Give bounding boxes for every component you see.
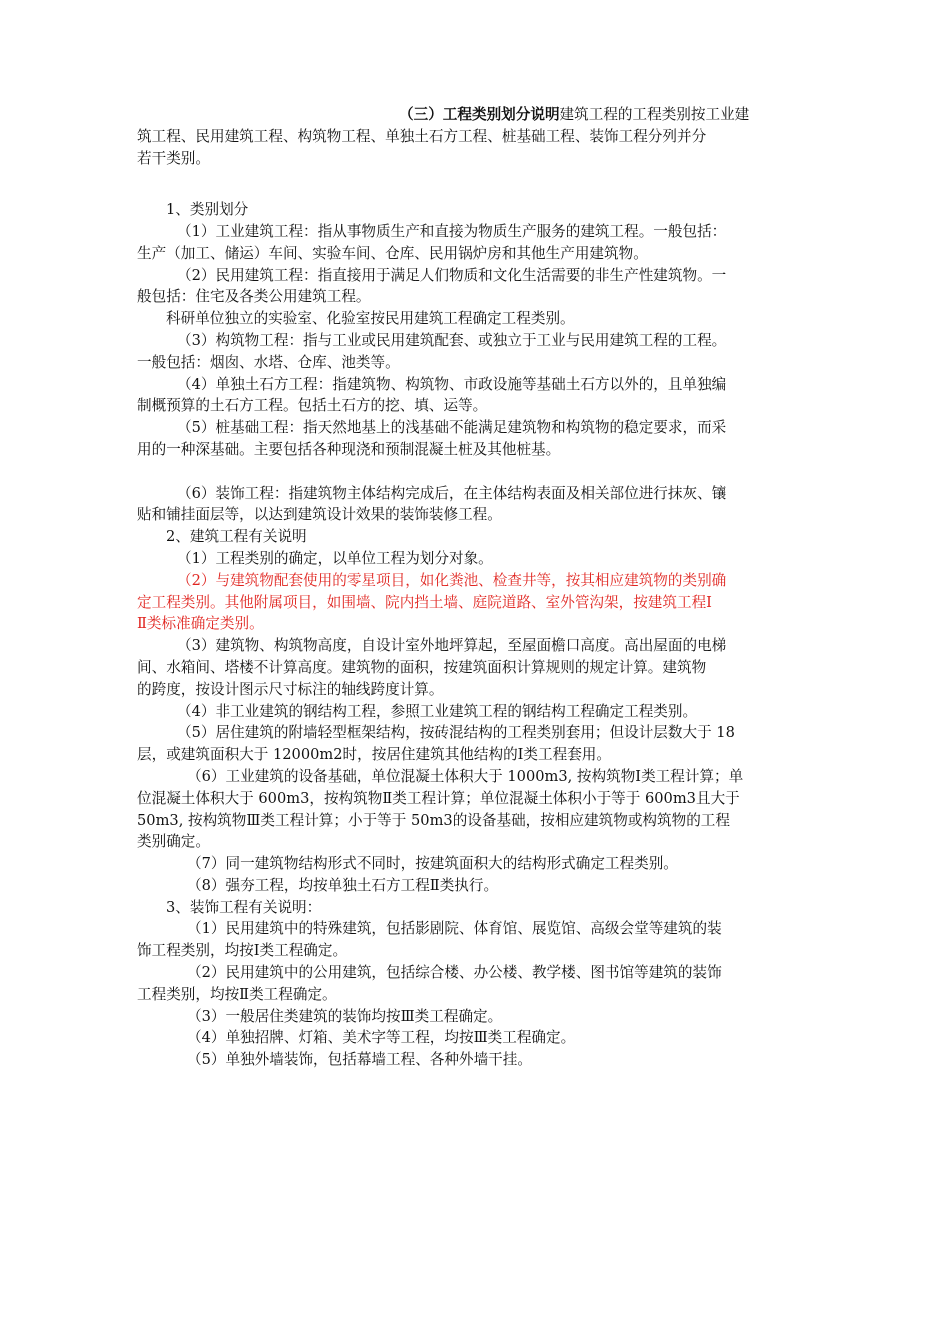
text-line: 科研单位独立的实验室、化验室按民用建筑工程确定工程类别。 [166,310,575,328]
text-line: 位混凝土体积大于 600m3，按构筑物Ⅱ类工程计算；单位混凝土体积小于等于 600m3且大于 [137,789,740,807]
text-line: （3）一般居住类建筑的装饰均按Ⅲ类工程确定。 [187,1007,503,1025]
text-line: （1）民用建筑中的特殊建筑，包括影剧院、体育馆、展览馆、高级会堂等建筑的装 [187,920,722,938]
text-line: （7）同一建筑物结构形式不同时，按建筑面积大的结构形式确定工程类别。 [187,855,678,873]
text-line: （6）工业建筑的设备基础，单位混凝土体积大于 1000m3, 按构筑物Ⅰ类工程计算；单 [187,767,744,785]
intro-line-3: 若干类别。 [137,149,210,167]
text-line: 类别确定。 [137,833,210,851]
text-line: （5）居住建筑的附墙轻型框架结构，按砖混结构的工程类别套用；但设计层数大于 18 [177,724,735,742]
text-line: （4）非工业建筑的钢结构工程，参照工业建筑工程的钢结构工程确定工程类别。 [177,702,698,720]
text-line: 用的一种深基础。主要包括各种现浇和预制混凝土桩及其他桩基。 [137,440,561,458]
text-line: 间、水箱间、塔楼不计算高度。建筑物的面积，按建筑面积计算规则的规定计算。建筑物 [137,658,707,676]
text-line: （2）民用建筑中的公用建筑，包括综合楼、办公楼、教学楼、图书馆等建筑的装饰 [187,964,722,982]
text-line: 2、建筑工程有关说明 [166,528,307,546]
text-line: 饰工程类别，均按Ⅰ类工程确定。 [137,942,348,960]
text-line: 生产（加工、储运）车间、实验车间、仓库、民用锅炉房和其他生产用建筑物。 [137,244,648,262]
text-line: 贴和铺挂面层等，以达到建筑设计效果的装饰装修工程。 [137,506,502,524]
text-line: （4）单独土石方工程：指建筑物、构筑物、市政设施等基础土石方以外的，且单独编 [177,375,727,393]
text-line: （5）桩基础工程：指天然地基上的浅基础不能满足建筑物和构筑物的稳定要求，而采 [177,419,727,437]
intro-text: 建筑工程的工程类别按工业建 [559,106,750,123]
text-line: （3）构筑物工程：指与工业或民用建筑配套、或独立于工业与民用建筑工程的工程。 [177,331,727,349]
text-line: 工程类别，均按Ⅱ类工程确定。 [137,985,337,1003]
section-title: （三）工程类别划分说明 [399,106,560,123]
heading-line [137,104,815,126]
text-line: （2）与建筑物配套使用的零星项目，如化粪池、检查井等，按其相应建筑物的类别确 [177,571,727,589]
document-page [137,104,815,1071]
text-line: （2）民用建筑工程：指直接用于满足人们物质和文化生活需要的非生产性建筑物。一 [177,266,727,284]
text-line: （3）建筑物、构筑物高度，自设计室外地坪算起，至屋面檐口高度。高出屋面的电梯 [177,637,727,655]
text-line: 一般包括：烟囱、水塔、仓库、池类等。 [137,353,400,371]
intro-line-2: 筑工程、民用建筑工程、构筑物工程、单独土石方工程、桩基础工程、装饰工程分列并分 [137,127,707,145]
text-line: 定工程类别。其他附属项目，如围墙、院内挡土墙、庭院道路、室外管沟架，按建筑工程Ⅰ [137,593,712,611]
text-line: 的跨度，按设计图示尺寸标注的轴线跨度计算。 [137,680,444,698]
blank-gap [137,169,815,191]
text-line: （6）装饰工程：指建筑物主体结构完成后，在主体结构表面及相关部位进行抹灰、镶 [177,484,727,502]
text-line: 3、装饰工程有关说明： [166,898,322,916]
text-line: （1）工程类别的确定，以单位工程为划分对象。 [177,549,493,567]
text-line: 制概预算的土石方工程。包括土石方的挖、填、运等。 [137,397,488,415]
body-text [137,199,815,1071]
text-line: 层，或建筑面积大于 12000m2时，按居住建筑其他结构的Ⅰ类工程套用。 [137,746,611,764]
text-line: （5）单独外墙装饰，包括幕墙工程、各种外墙干挂。 [187,1051,532,1069]
blank-line [137,461,815,483]
text-line: 50m3, 按构筑物Ⅲ类工程计算；小于等于 50m3的设备基础，按相应建筑物或构筑物的工程 [137,811,730,829]
text-line: 般包括：住宅及各类公用建筑工程。 [137,288,371,306]
text-line: Ⅱ类标准确定类别。 [137,615,264,633]
text-line: （4）单独招牌、灯箱、美术字等工程，均按Ⅲ类工程确定。 [187,1029,576,1047]
blank-gap-small [137,191,815,199]
text-line: （8）强夯工程，均按单独土石方工程Ⅱ类执行。 [187,876,499,894]
text-line: （1）工业建筑工程：指从事物质生产和直接为物质生产服务的建筑工程。一般包括： [177,222,727,240]
text-line: 1、类别划分 [166,201,249,219]
